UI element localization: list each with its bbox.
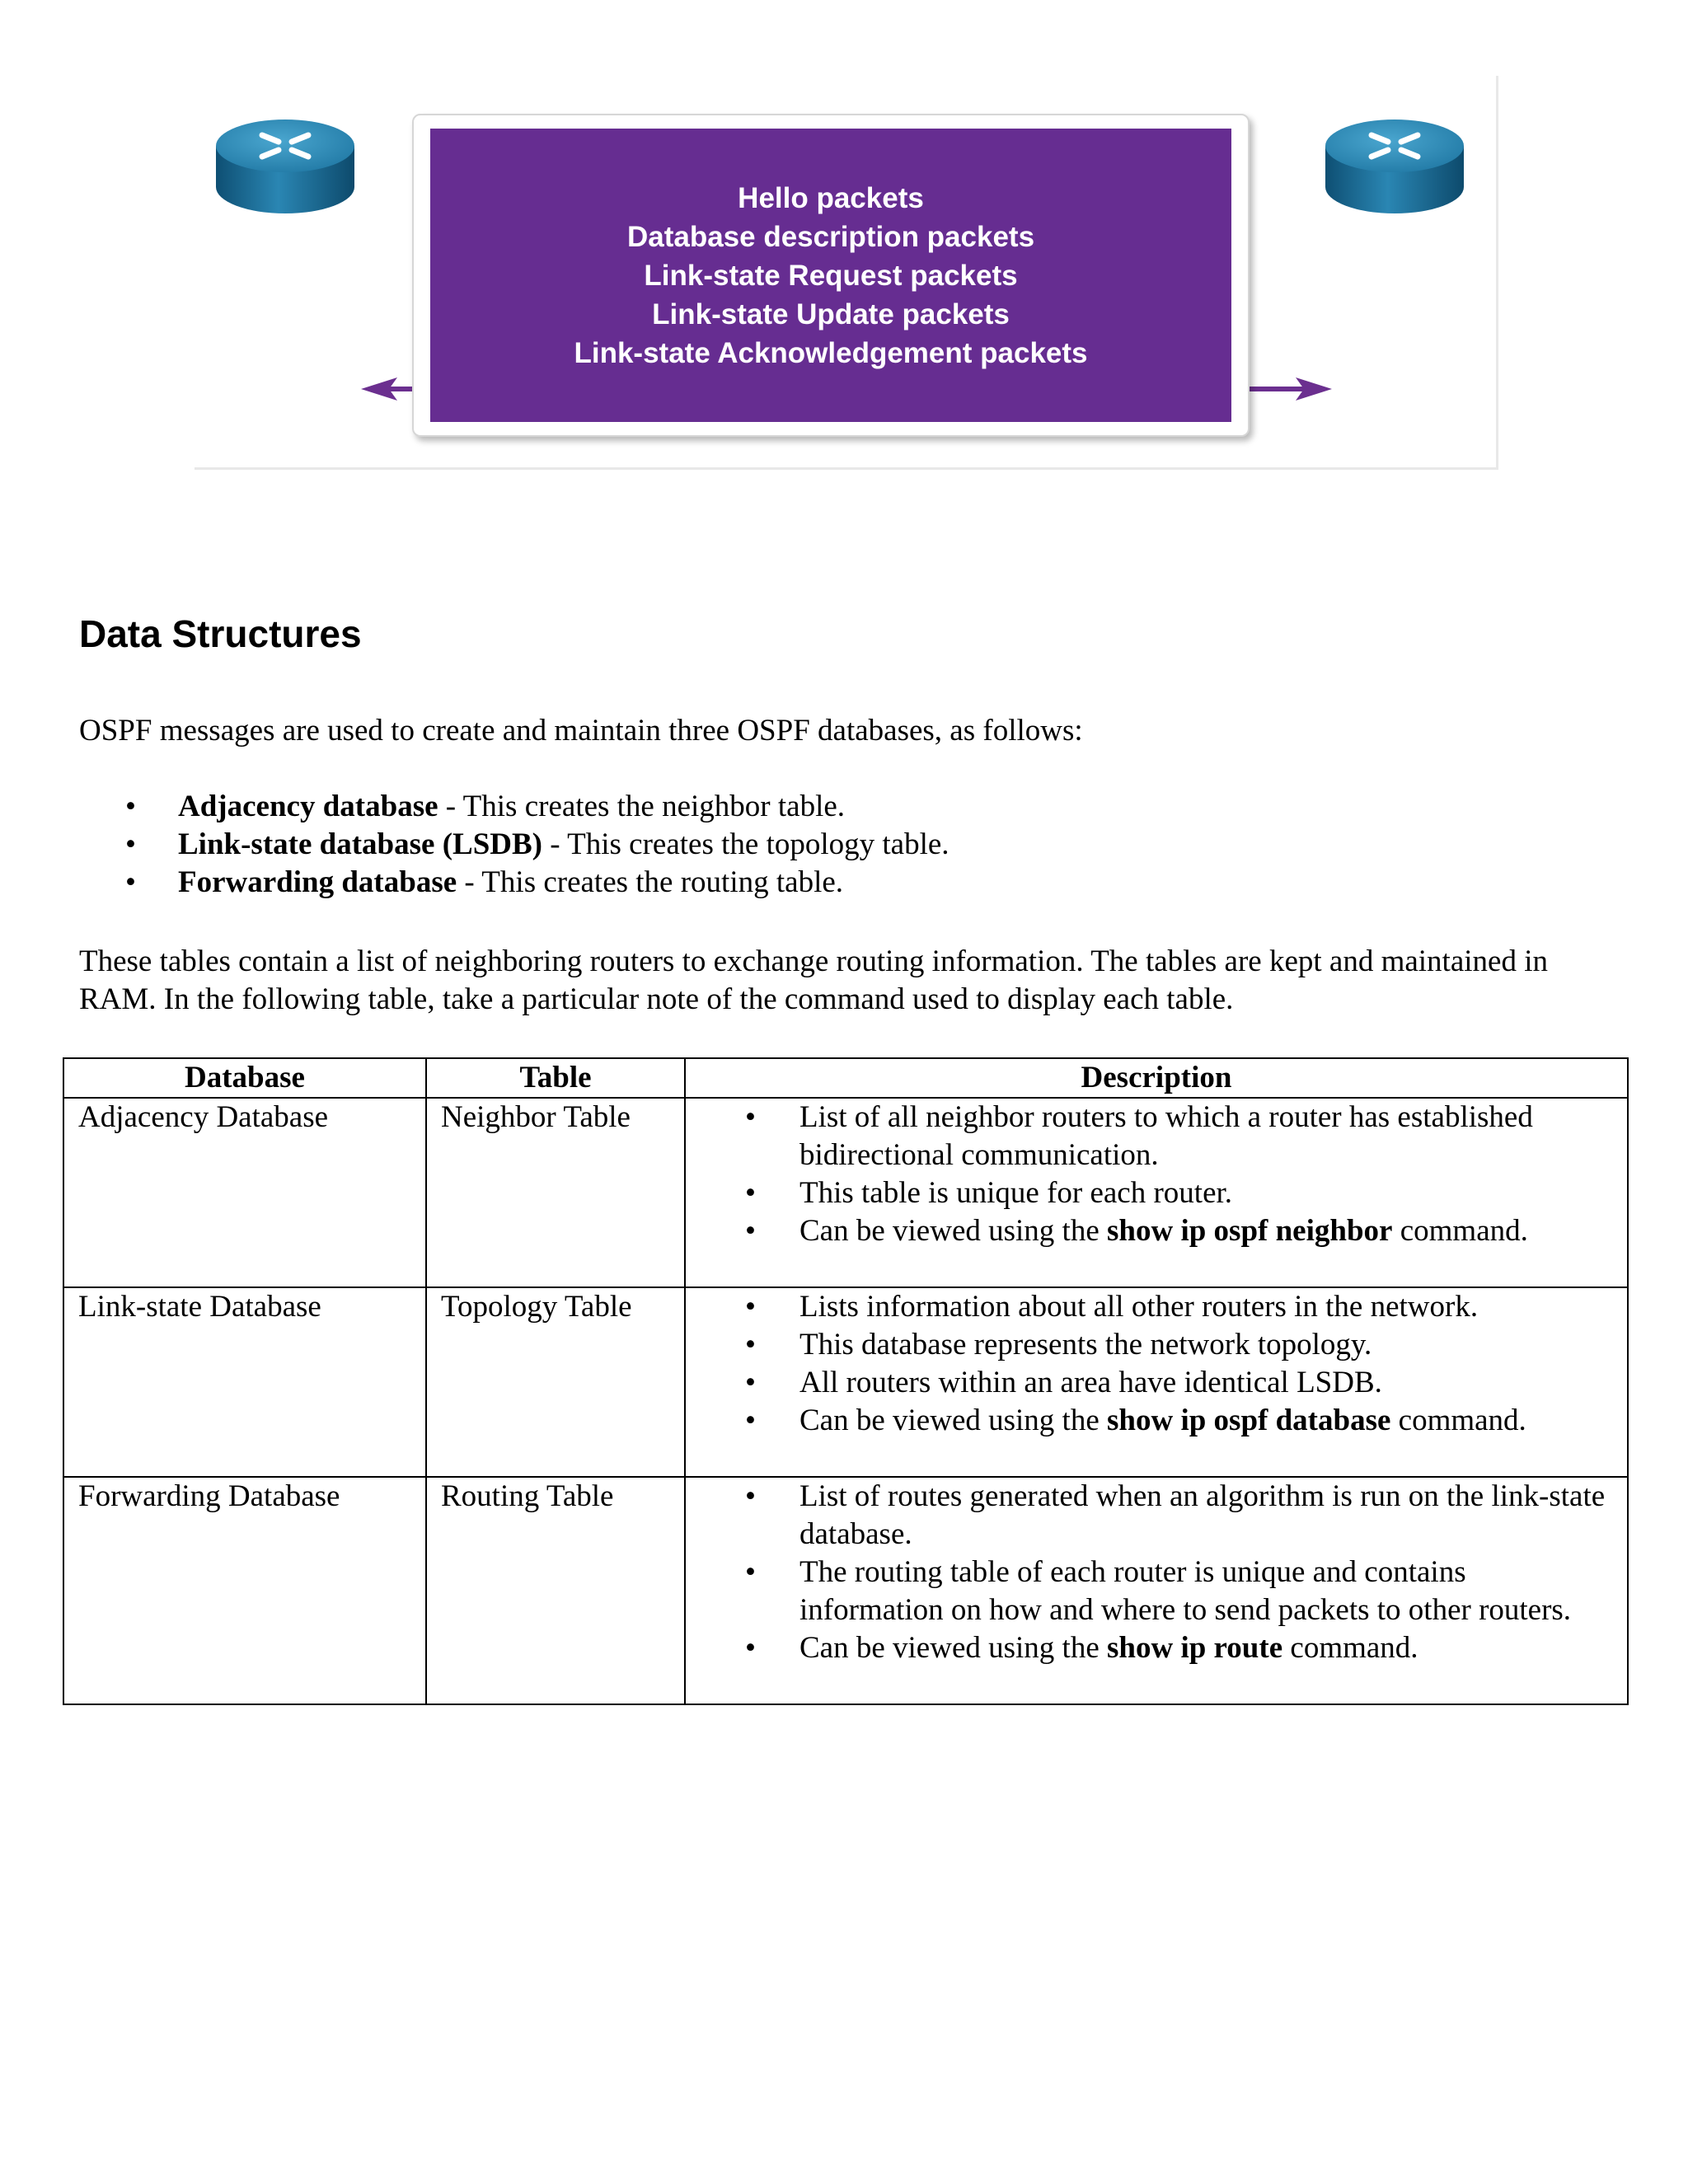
header-description: Description	[685, 1058, 1628, 1098]
cell-description	[685, 1477, 1628, 1704]
packet-type-lsu: Link-state Update packets	[652, 298, 1010, 330]
desc-pre: Can be viewed using the	[799, 1214, 1107, 1248]
desc-post: command.	[1282, 1631, 1418, 1665]
cell-table: Routing Table	[426, 1477, 685, 1704]
header-table: Table	[426, 1058, 685, 1098]
intro-text: OSPF messages are used to create and maintain three OSPF databases, as follows:	[79, 714, 1083, 748]
desc-item: • The routing table of each router is unique and contains information on how and where to send packets to other routers.	[686, 1554, 1627, 1629]
table-row	[63, 1287, 1628, 1477]
bullet-forwarding	[79, 864, 950, 902]
command-text: show ip route	[1107, 1631, 1283, 1665]
desc-item: • List of routes generated when an algorithm is run on the link-state database.	[686, 1478, 1627, 1554]
ospf-tables-table	[63, 1057, 1629, 1705]
desc-pre: Can be viewed using the	[799, 1631, 1107, 1665]
ospf-packet-figure	[195, 76, 1498, 470]
bullet-term: Adjacency database	[178, 790, 438, 823]
cell-table: Topology Table	[426, 1287, 685, 1477]
bullet-text: - This creates the topology table.	[542, 827, 950, 861]
packet-type-lsr: Link-state Request packets	[644, 259, 1018, 292]
packet-type-hello: Hello packets	[738, 181, 924, 214]
cell-database: Link-state Database	[63, 1287, 426, 1477]
desc-item	[686, 1402, 1627, 1440]
bullet-text: - This creates the neighbor table.	[438, 790, 846, 823]
tables-paragraph: These tables contain a list of neighboring routers to exchange routing information. The tables are kept and maintained in RAM. In the following table, take a particular note of the command used to display each table.	[79, 944, 1548, 1016]
header-database: Database	[63, 1058, 426, 1098]
bullet-term: Link-state database (LSDB)	[178, 827, 542, 861]
command-text: show ip ospf database	[1107, 1404, 1391, 1437]
cell-description	[685, 1287, 1628, 1477]
desc-item: • List of all neighbor routers to which a router has established bidirectional communication.	[686, 1099, 1627, 1174]
bullet-lsdb	[79, 826, 950, 864]
desc-item: • Lists information about all other routers in the network.	[686, 1288, 1627, 1326]
packet-types-box	[412, 114, 1250, 437]
database-bullet-list	[79, 788, 950, 902]
cell-description	[685, 1098, 1628, 1287]
desc-item	[686, 1629, 1627, 1667]
bullet-text: - This creates the routing table.	[457, 865, 844, 899]
router-left-icon	[216, 120, 354, 213]
packet-types-list	[430, 129, 1231, 422]
cell-database: Forwarding Database	[63, 1477, 426, 1704]
desc-post: command.	[1390, 1404, 1526, 1437]
command-text: show ip ospf neighbor	[1107, 1214, 1393, 1248]
desc-pre: Can be viewed using the	[799, 1404, 1107, 1437]
desc-item: • All routers within an area have identical LSDB.	[686, 1364, 1627, 1402]
desc-item: • This database represents the network topology.	[686, 1326, 1627, 1364]
cell-table: Neighbor Table	[426, 1098, 685, 1287]
packet-type-dbd: Database description packets	[626, 220, 1035, 253]
bullet-adjacency	[79, 788, 950, 826]
cell-database: Adjacency Database	[63, 1098, 426, 1287]
desc-post: command.	[1392, 1214, 1528, 1248]
bullet-term: Forwarding database	[178, 865, 457, 899]
section-title: Data Structures	[79, 612, 362, 655]
packet-type-lsack: Link-state Acknowledgement packets	[574, 336, 1088, 369]
table-row	[63, 1477, 1628, 1704]
desc-item: • This table is unique for each router.	[686, 1174, 1627, 1212]
table-row	[63, 1098, 1628, 1287]
table-header-row	[63, 1058, 1628, 1098]
desc-item	[686, 1212, 1627, 1250]
router-right-icon	[1325, 120, 1464, 213]
